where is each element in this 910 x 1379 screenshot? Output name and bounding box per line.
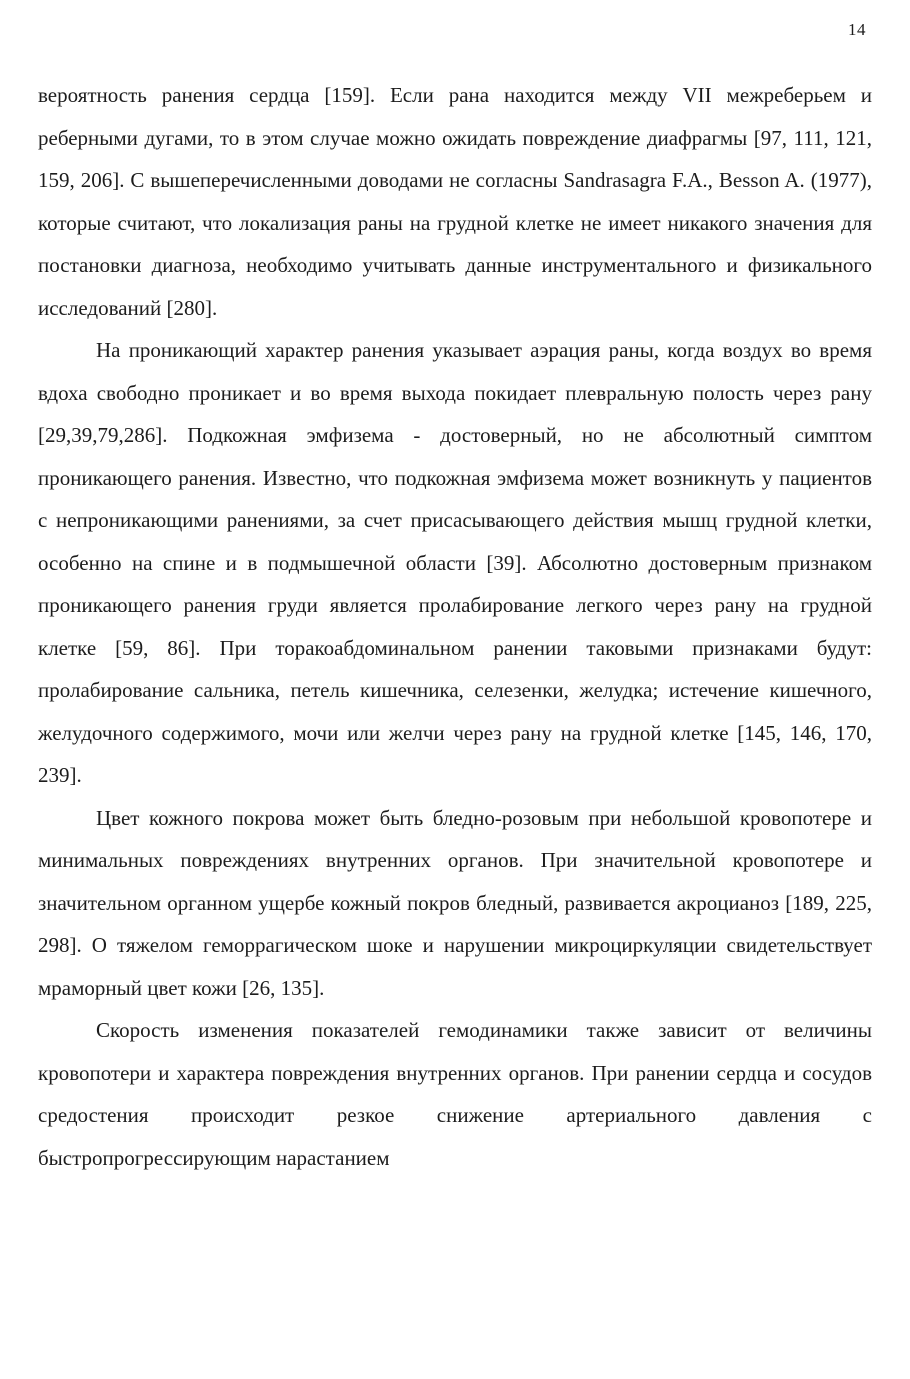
paragraph-2: На проникающий характер ранения указывает аэрация раны, когда воздух во время вдоха свободно проникает и во время выхода покидает плевральную полость через рану [29,39,79,286]. Подкожная эмфизема - достоверный, но не абсолютный симптом проникающего ранения. Известно, что подкожная эмфизема может возникнуть у пациентов с непроникающими ранениями, за счет присасывающего действия мышц грудной клетки, особенно на спине и в подмышечной области [39]. Абсолютно достоверным признаком проникающего ранения груди является пролабирование легкого через рану на грудной клетке [59, 86]. При торакоабдоминальном ранении таковыми признаками будут: пролабирование сальника, петель кишечника, селезенки, желудка; истечение кишечного, желудочного содержимого, мочи или желчи через рану на грудной клетке [145, 146, 170, 239]. [38,338,872,787]
page-body [38,74,872,1179]
page-number: 14 [848,20,866,39]
paragraph-4: Скорость изменения показателей гемодинамики также зависит от величины кровопотери и характера повреждения внутренних органов. При ранении сердца и сосудов средостения происходит резкое снижение артериального давления с быстропрогрессирующим нарастанием [38,1018,872,1170]
paragraph-3: Цвет кожного покрова может быть бледно-розовым при небольшой кровопотере и минимальных повреждениях внутренних органов. При значительной кровопотере и значительном органном ущербе кожный покров бледный, развивается акроцианоз [189, 225, 298]. О тяжелом геморрагическом шоке и нарушении микроциркуляции свидетельствует мраморный цвет кожи [26, 135]. [38,805,872,1000]
paragraph-1: вероятность ранения сердца [159]. Если рана находится между VII межреберьем и реберными дугами, то в этом случае можно ожидать повреждение диафрагмы [97, 111, 121, 159, 206]. С вышеперечисленными доводами не согласны Sandrasagra F.A., Besson A. (1977), которые считают, что локализация раны на грудной клетке не имеет никакого значения для постановки диагноза, необходимо учитывать данные инструментального и физикального исследований [280]. [38,83,872,320]
